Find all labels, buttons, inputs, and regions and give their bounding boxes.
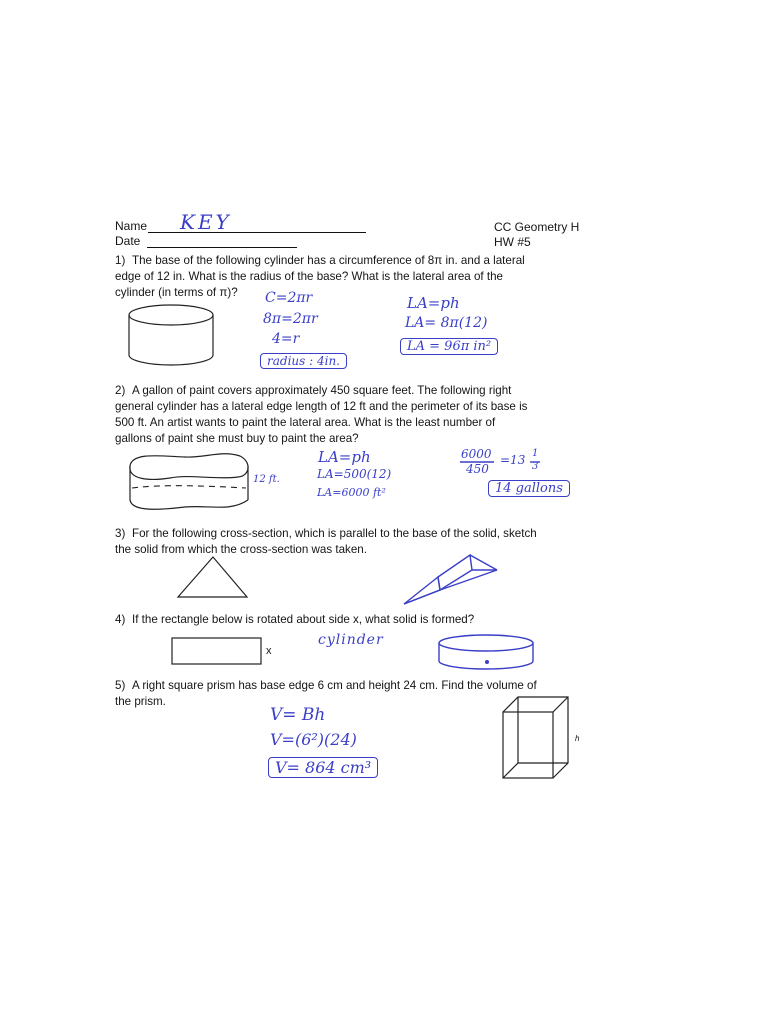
q2-fraction-result: =13 <box>500 453 526 467</box>
q2-number: 2) <box>115 384 126 397</box>
q2-line-3: 500 ft. An artist wants to paint the lateral area. What is the least number of <box>115 416 496 429</box>
q5-line-1: A right square prism has base edge 6 cm and height 24 cm. Find the volume of <box>132 679 537 692</box>
q5-line-2: the prism. <box>115 695 166 708</box>
q1-line-3: cylinder (in terms of π)? <box>115 286 238 299</box>
q4-answer: cylinder <box>318 632 384 648</box>
q3-number: 3) <box>115 527 126 540</box>
q1-work-right-2: LA= 8π(12) <box>405 315 488 331</box>
q5-work-2: V=(6²)(24) <box>270 730 357 749</box>
q2-height-label: 12 ft. <box>253 474 280 485</box>
q4-text: If the rectangle below is rotated about side x, what solid is formed? <box>132 613 475 626</box>
q1-line-1: The base of the following cylinder has a circumference of 8π in. and a lateral <box>132 254 525 267</box>
q2-work-2: LA=500(12) <box>317 467 392 481</box>
q1-work-left-3: 4=r <box>272 331 300 347</box>
q2-line-4: gallons of paint she must buy to paint the area? <box>115 432 359 445</box>
q1-number: 1) <box>115 254 126 267</box>
q1-work-left-2: 8π=2πr <box>263 311 318 327</box>
q3-line-1: For the following cross-section, which is parallel to the base of the solid, sketch <box>132 527 537 540</box>
q1-work-right-1: LA=ph <box>407 294 460 312</box>
course-title: CC Geometry H <box>494 220 580 234</box>
q4-number: 4) <box>115 613 126 626</box>
q5-work-1: V= Bh <box>270 705 326 725</box>
name-label: Name <box>115 219 148 233</box>
name-answer: KEY <box>180 210 232 234</box>
q2-mixed-numerator: 1 <box>532 448 539 459</box>
date-label: Date <box>115 234 141 248</box>
q2-line-2: general cylinder has a lateral edge length of 12 ft and the perimeter of its base is <box>115 400 528 413</box>
q2-fraction-denominator: 450 <box>466 462 489 476</box>
q1-work-left-1: C=2πr <box>265 290 313 306</box>
q3-line-2: the solid from which the cross-section was taken. <box>115 543 367 556</box>
q2-mixed-denominator: 3 <box>532 461 539 472</box>
q1-line-2: edge of 12 in. What is the radius of the base? What is the lateral area of the <box>115 270 503 283</box>
q1-answer-radius: radius : 4in. <box>260 353 347 369</box>
q1-answer-lateral-area: LA = 96π in² <box>400 338 498 355</box>
homework-number: HW #5 <box>494 235 531 249</box>
q2-work-3: LA=6000 ft² <box>317 486 386 499</box>
q2-answer: 14 gallons <box>488 480 570 497</box>
q2-line-1: A gallon of paint covers approximately 450 square feet. The following right <box>132 384 512 397</box>
q4-side-label: x <box>266 645 272 657</box>
q2-fraction-numerator: 6000 <box>461 447 492 461</box>
q2-work-1: LA=ph <box>318 448 371 466</box>
q5-height-label: h <box>575 734 580 743</box>
q5-answer: V= 864 cm³ <box>268 757 378 778</box>
q5-number: 5) <box>115 679 126 692</box>
